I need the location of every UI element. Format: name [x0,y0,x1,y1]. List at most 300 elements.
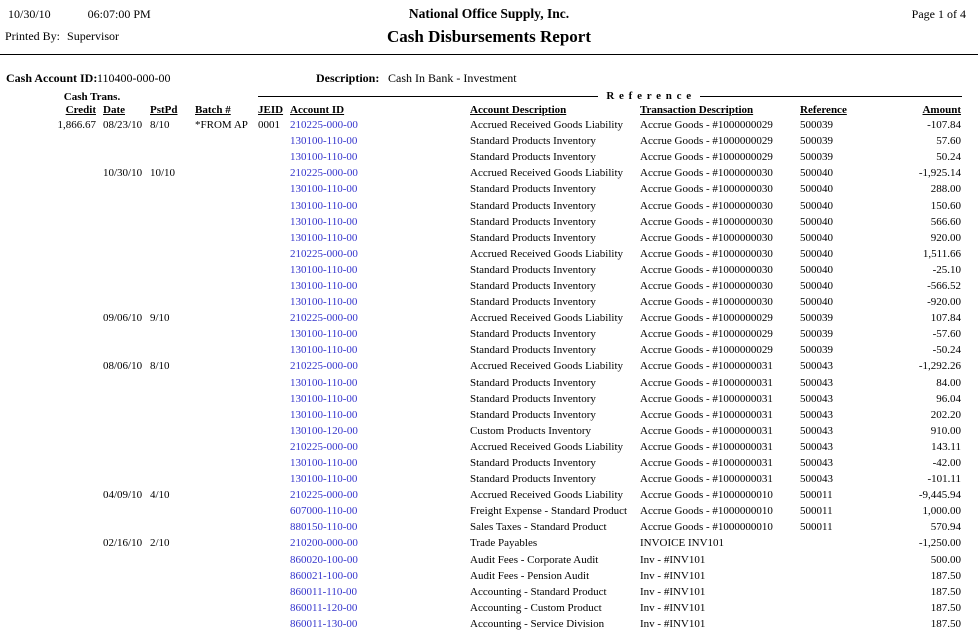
cell-account-id[interactable]: 130100-110-00 [290,408,358,421]
cell-jeid [255,487,288,503]
cell-account-desc: Accrued Received Goods Liability [470,489,624,502]
table-row [6,487,964,503]
company-name: National Office Supply, Inc. [408,6,570,21]
cell-date [98,230,148,246]
cell-amount: 50.24 [936,151,961,164]
cell-trans-desc: Inv - #INV101 [640,601,706,614]
cell-jeid [255,375,288,391]
cell-account-id[interactable]: 210225-000-00 [290,119,358,132]
cell-batch [193,278,255,294]
cell-date [98,423,148,439]
cell-reference: 500040 [800,263,833,276]
cell-batch [193,552,255,568]
cell-credit [6,423,98,439]
cell-jeid [255,519,288,535]
cell-credit [6,197,98,213]
cell-batch [193,439,255,455]
cell-amount: 150.60 [930,199,961,212]
cell-account-id[interactable]: 210225-000-00 [290,247,358,260]
cell-trans-desc: Accrue Goods - #1000000030 [640,167,773,180]
cell-credit [6,487,98,503]
cell-amount: -9,445.94 [918,489,961,502]
cell-batch: *FROM AP [195,119,248,132]
cell-batch [193,165,255,181]
pre-header-band [0,86,978,101]
cell-account-id[interactable]: 130100-110-00 [290,183,358,196]
cell-credit [6,181,98,197]
cell-trans-desc: Accrue Goods - #1000000030 [640,183,773,196]
cell-amount: 910.00 [930,424,961,437]
reference-rule-label: R e f e r e n c e [606,90,693,102]
cell-jeid [255,246,288,262]
cell-amount: 570.94 [930,521,961,534]
cell-reference: 500043 [800,473,833,486]
cell-account-desc: Accounting - Standard Product [470,585,607,598]
cell-amount: -1,925.14 [918,167,961,180]
cell-account-desc: Standard Products Inventory [470,263,596,276]
cell-credit [6,246,98,262]
cell-date [98,503,148,519]
table-row [6,407,964,423]
cell-batch [193,149,255,165]
cell-reference [798,600,875,616]
cell-batch [193,230,255,246]
reference-rule-line-left [258,96,598,97]
cell-pstpd [148,133,193,149]
cell-reference: 500039 [800,135,833,148]
cell-reference: 500039 [800,151,833,164]
cell-pstpd: 8/10 [150,119,170,132]
cell-trans-desc: Accrue Goods - #1000000031 [640,457,773,470]
cell-jeid: 0001 [258,119,280,132]
cell-account-desc: Accrued Received Goods Liability [470,119,624,132]
cell-trans-desc: Accrue Goods - #1000000031 [640,392,773,405]
cell-date [98,616,148,632]
reference-rule-line-right [700,96,962,97]
cell-account-id[interactable]: 210225-000-00 [290,489,358,502]
cell-account-id[interactable]: 210225-000-00 [290,312,358,325]
cell-date: 10/30/10 [103,167,143,180]
cell-credit: 1,866.67 [57,119,96,132]
cell-amount: -25.10 [932,263,961,276]
cell-account-id[interactable]: 210225-000-00 [290,360,358,373]
cell-account-desc: Accrued Received Goods Liability [470,247,624,260]
cell-account-id[interactable]: 130100-110-00 [290,328,358,341]
cell-amount: 187.50 [930,601,961,614]
cell-account-id[interactable]: 860011-130-00 [290,617,358,630]
cell-jeid [255,455,288,471]
cell-account-id[interactable]: 860011-110-00 [290,585,358,598]
cell-account-desc: Standard Products Inventory [470,296,596,309]
cell-reference [798,535,875,551]
cell-credit [6,391,98,407]
cell-reference: 500043 [800,392,833,405]
table-row [6,471,964,487]
cell-jeid [255,600,288,616]
cell-batch [193,519,255,535]
table-row [6,439,964,455]
cell-date [98,600,148,616]
cell-account-id[interactable]: 130100-120-00 [290,424,358,437]
cell-batch [193,326,255,342]
cell-credit [6,407,98,423]
cell-account-desc: Accrued Received Goods Liability [470,360,624,373]
cell-pstpd [148,455,193,471]
cell-batch [193,503,255,519]
cell-account-desc: Accrued Received Goods Liability [470,167,624,180]
cell-account-desc: Freight Expense - Standard Product [470,505,628,518]
print-date: 10/30/10 [8,7,51,21]
cell-account-desc: Standard Products Inventory [470,473,596,486]
col-header-credit: Credit [65,104,96,116]
cell-date [98,214,148,230]
cell-credit [6,552,98,568]
cell-trans-desc: Inv - #INV101 [640,569,706,582]
col-header-batch: Batch # [195,104,231,116]
cell-trans-desc: Accrue Goods - #1000000010 [640,521,773,534]
cell-reference: 500040 [800,167,833,180]
cell-reference: 500043 [800,457,833,470]
cash-account-label: Cash Account ID: [6,71,98,85]
cell-account-id[interactable]: 860011-120-00 [290,601,358,614]
cell-date [98,519,148,535]
cell-batch [193,455,255,471]
cell-credit [6,358,98,374]
cell-pstpd [148,197,193,213]
table-row [6,230,964,246]
cell-reference: 500040 [800,279,833,292]
table-row [6,133,964,149]
table-row [6,391,964,407]
cash-account-id: 110400-000-00 [97,71,171,85]
cell-amount: -566.52 [927,279,961,292]
cell-account-desc: Standard Products Inventory [470,279,596,292]
cell-credit [6,519,98,535]
cell-account-id[interactable]: 130100-110-00 [290,392,358,405]
cell-account-id[interactable]: 130100-110-00 [290,263,358,276]
cell-account-id[interactable]: 130100-110-00 [290,344,358,357]
cell-batch [193,375,255,391]
cell-date [98,278,148,294]
cell-trans-desc: Accrue Goods - #1000000031 [640,473,773,486]
cell-account-id[interactable]: 210200-000-00 [290,537,358,550]
cell-batch [193,294,255,310]
cell-pstpd [148,342,193,358]
printed-by-label: Printed By: [5,29,61,43]
table-row [6,181,964,197]
header-titles [0,6,978,47]
cell-trans-desc: Accrue Goods - #1000000029 [640,328,773,341]
cell-amount: -107.84 [927,119,961,132]
cell-date: 02/16/10 [103,537,143,550]
cell-account-id[interactable]: 880150-110-00 [290,521,358,534]
table-row [6,310,964,326]
cell-trans-desc: Accrue Goods - #1000000030 [640,215,773,228]
cell-batch [193,214,255,230]
cell-account-id[interactable]: 130100-110-00 [290,376,358,389]
cell-account-id[interactable]: 130100-110-00 [290,457,358,470]
table-row [6,375,964,391]
cell-credit [6,600,98,616]
cell-credit [6,149,98,165]
cell-account-id[interactable]: 130100-110-00 [290,151,358,164]
cell-credit [6,214,98,230]
cell-trans-desc: Accrue Goods - #1000000031 [640,440,773,453]
cell-account-desc: Standard Products Inventory [470,457,596,470]
cell-account-desc: Audit Fees - Corporate Audit [470,553,599,566]
cell-trans-desc: Accrue Goods - #1000000030 [640,263,773,276]
cell-batch [193,342,255,358]
account-header-line [0,71,978,86]
table-row [6,535,964,551]
cell-account-desc: Sales Taxes - Standard Product [470,521,607,534]
cell-batch [193,423,255,439]
cell-trans-desc: Accrue Goods - #1000000029 [640,151,773,164]
cell-date [98,552,148,568]
table-row [6,503,964,519]
cell-reference: 500043 [800,424,833,437]
cell-reference [798,552,875,568]
cell-reference: 500039 [800,344,833,357]
cell-trans-desc: Accrue Goods - #1000000029 [640,344,773,357]
cell-amount: 143.11 [931,440,961,453]
cell-batch [193,246,255,262]
cell-date [98,246,148,262]
cell-pstpd: 4/10 [150,489,170,502]
cell-credit [6,616,98,632]
cell-trans-desc: Accrue Goods - #1000000030 [640,279,773,292]
cell-reference [798,616,875,632]
cell-account-id[interactable]: 130100-110-00 [290,296,358,309]
cell-account-id[interactable]: 130100-110-00 [290,231,358,244]
table-row [6,165,964,181]
cell-jeid [255,197,288,213]
cell-account-desc: Accrued Received Goods Liability [470,312,624,325]
cell-batch [193,568,255,584]
cell-jeid [255,165,288,181]
cell-pstpd [148,439,193,455]
cell-pstpd [148,391,193,407]
cell-jeid [255,407,288,423]
cell-trans-desc: Inv - #INV101 [640,617,706,630]
cell-reference: 500040 [800,231,833,244]
cell-batch [193,391,255,407]
cell-jeid [255,423,288,439]
table-row [6,584,964,600]
cell-reference: 500011 [800,521,833,534]
cell-trans-desc: Accrue Goods - #1000000031 [640,424,773,437]
cell-credit [6,568,98,584]
cell-reference: 500043 [800,360,833,373]
cell-pstpd [148,568,193,584]
cell-date [98,181,148,197]
cell-jeid [255,568,288,584]
cell-amount: 187.50 [930,585,961,598]
cell-account-id[interactable]: 130100-110-00 [290,279,358,292]
cell-batch [193,358,255,374]
cell-trans-desc: Accrue Goods - #1000000029 [640,312,773,325]
col-header-transaction-description: Transaction Description [640,104,754,116]
col-header-reference: Reference [800,104,847,116]
cell-batch [193,262,255,278]
cell-trans-desc: Accrue Goods - #1000000029 [640,119,773,132]
cell-account-desc: Standard Products Inventory [470,376,596,389]
cell-credit [6,342,98,358]
cell-pstpd: 8/10 [150,360,170,373]
cell-pstpd [148,294,193,310]
cell-date: 08/06/10 [103,360,143,373]
cell-pstpd: 9/10 [150,312,170,325]
cell-trans-desc: Accrue Goods - #1000000010 [640,489,773,502]
cell-pstpd [148,230,193,246]
cell-account-desc: Standard Products Inventory [470,392,596,405]
table-row [6,262,964,278]
cell-amount: 84.00 [936,376,961,389]
report-header [0,0,978,55]
cell-date [98,133,148,149]
cell-jeid [255,262,288,278]
cell-account-desc: Standard Products Inventory [470,151,596,164]
cell-date: 04/09/10 [103,489,143,502]
cell-pstpd [148,149,193,165]
cell-trans-desc: Accrue Goods - #1000000031 [640,376,773,389]
cell-pstpd [148,600,193,616]
cell-credit [6,584,98,600]
cell-reference: 500043 [800,440,833,453]
cell-amount: 920.00 [930,231,961,244]
cell-account-desc: Audit Fees - Pension Audit [470,569,590,582]
table-row [6,358,964,374]
cell-account-id[interactable]: 210225-000-00 [290,440,358,453]
cell-reference [798,568,875,584]
table-row [6,214,964,230]
cell-account-id[interactable]: 130100-110-00 [290,135,358,148]
cell-account-id[interactable]: 860021-100-00 [290,569,358,582]
cell-account-id[interactable]: 210225-000-00 [290,167,358,180]
cell-account-id[interactable]: 607000-110-00 [290,505,358,518]
cell-pstpd [148,375,193,391]
report-table-body [6,117,964,632]
cell-date [98,391,148,407]
col-header-date: Date [103,104,125,116]
cell-account-desc: Trade Payables [470,537,538,550]
col-header-account-id: Account ID [290,104,345,116]
table-row [6,246,964,262]
cell-trans-desc: Accrue Goods - #1000000031 [640,408,773,421]
table-row [6,600,964,616]
cell-date [98,455,148,471]
cell-jeid [255,535,288,551]
cell-trans-desc: Accrue Goods - #1000000030 [640,296,773,309]
cell-reference [798,584,875,600]
cell-jeid [255,584,288,600]
description-label: Description: [316,71,380,85]
cell-batch [193,535,255,551]
cell-reference: 500039 [800,312,833,325]
table-row [6,455,964,471]
cell-account-id[interactable]: 130100-110-00 [290,215,358,228]
cell-credit [6,262,98,278]
cell-batch [193,600,255,616]
table-row [6,117,964,133]
cell-pstpd [148,584,193,600]
cell-jeid [255,278,288,294]
cell-pstpd: 10/10 [150,167,176,180]
cell-amount: -42.00 [932,457,961,470]
cell-date [98,197,148,213]
cell-batch [193,133,255,149]
cell-account-desc: Accounting - Service Division [470,617,605,630]
cell-reference: 500040 [800,183,833,196]
table-row [6,568,964,584]
col-header-account-description: Account Description [470,104,567,116]
description-value: Cash In Bank - Investment [388,71,517,85]
cell-trans-desc: Accrue Goods - #1000000030 [640,247,773,260]
cell-amount: 202.20 [930,408,961,421]
cell-credit [6,471,98,487]
cell-pstpd [148,326,193,342]
cell-credit [6,278,98,294]
table-row [6,294,964,310]
cell-amount: -50.24 [932,344,961,357]
cell-jeid [255,503,288,519]
cell-credit [6,310,98,326]
page-number: Page 1 of 4 [911,7,966,21]
cell-account-id[interactable]: 130100-110-00 [290,473,358,486]
cell-jeid [255,358,288,374]
cell-account-desc: Accrued Received Goods Liability [470,440,624,453]
cell-reference: 500043 [800,376,833,389]
cell-account-id[interactable]: 130100-110-00 [290,199,358,212]
cell-pstpd [148,181,193,197]
cell-date: 08/23/10 [103,119,143,132]
table-row [6,326,964,342]
cell-reference: 500040 [800,296,833,309]
cell-jeid [255,439,288,455]
report-title: Cash Disbursements Report [387,27,591,46]
cell-jeid [255,326,288,342]
cell-amount: 566.60 [930,215,961,228]
cell-amount: -101.11 [927,473,961,486]
cell-pstpd [148,552,193,568]
cell-account-desc: Standard Products Inventory [470,215,596,228]
cell-batch [193,407,255,423]
cell-batch [193,584,255,600]
cell-account-desc: Standard Products Inventory [470,344,596,357]
cell-reference: 500011 [800,505,833,518]
cell-date [98,375,148,391]
cell-credit [6,375,98,391]
cell-account-id[interactable]: 860020-100-00 [290,553,358,566]
cell-jeid [255,471,288,487]
cell-reference: 500040 [800,247,833,260]
cell-amount: 1,511.66 [922,247,961,260]
cell-jeid [255,616,288,632]
cell-date [98,568,148,584]
cell-credit [6,133,98,149]
cell-pstpd [148,423,193,439]
cell-batch [193,310,255,326]
cell-batch [193,471,255,487]
reference-rule [258,90,962,102]
cell-pstpd [148,519,193,535]
cell-pstpd: 2/10 [150,537,170,550]
cell-trans-desc: Accrue Goods - #1000000031 [640,360,773,373]
cell-reference: 500011 [800,489,833,502]
cell-date: 09/06/10 [103,312,143,325]
cell-pstpd [148,471,193,487]
cell-pstpd [148,503,193,519]
